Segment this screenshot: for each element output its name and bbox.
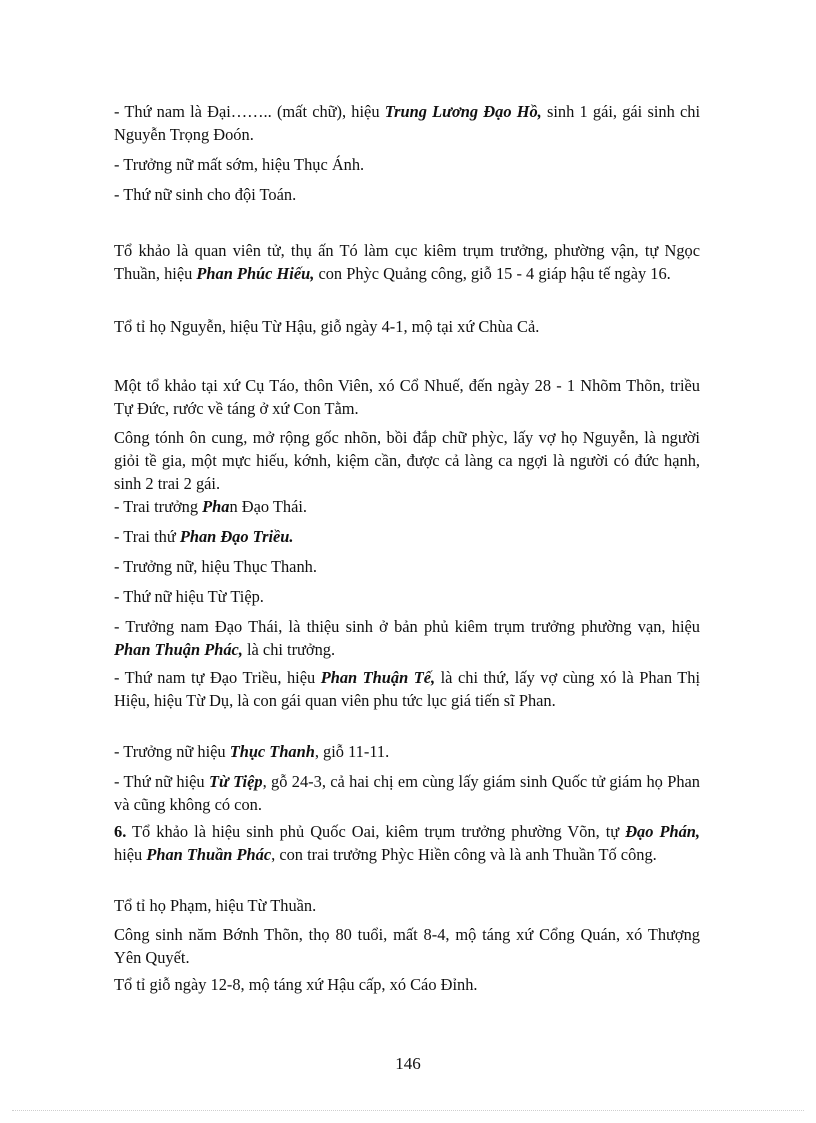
text-run: Công tónh ôn cung, mở rộng gốc nhõn, bồi đắp chữ phỳc, lấy vợ họ Nguyễn, là người giỏi tề gia, một mực hiếu, kớnh, kiệm cần, được cả làng ca ngợi là người có đức hạnh, sinh 2 trai 2 gái. <box>114 428 700 493</box>
emphasized-name: Phan Phúc Hiếu, <box>196 264 315 283</box>
paragraph-2 <box>114 153 364 176</box>
text-run: - Thứ nữ hiệu <box>114 772 209 791</box>
paragraph-9 <box>114 525 294 548</box>
text-run: - Thứ nam là Đại…….. (mất chữ), hiệu <box>114 102 385 121</box>
text-run: - Thứ nam tự Đạo Triều, hiệu <box>114 668 321 687</box>
text-run: - Trai thứ <box>114 527 180 546</box>
text-run: - Thứ nữ hiệu Từ Tiệp. <box>114 587 264 606</box>
paragraph-10 <box>114 555 317 578</box>
text-run: - Trưởng nữ hiệu <box>114 742 230 761</box>
emphasized-name: Phan Thuần Phác <box>146 845 272 864</box>
text-run: Tổ khảo là hiệu sinh phủ Quốc Oai, kiêm trụm trưởng phường Võn, tự <box>126 822 626 841</box>
text-run: Một tổ khảo tại xứ Cụ Táo, thôn Viên, xó Cổ Nhuế, đến ngày 28 - 1 Nhõm Thõn, triều Tự Đức, rước về táng ở xứ Con Tằm. <box>114 376 700 418</box>
paragraph-11 <box>114 585 264 608</box>
paragraph-4 <box>114 239 700 285</box>
paragraph-6 <box>114 374 700 420</box>
text-run: n Đạo Thái. <box>229 497 308 516</box>
paragraph-3 <box>114 183 296 206</box>
text-run: Tổ tỉ giỗ ngày 12-8, mộ táng xứ Hậu cấp, xó Cáo Đỉnh. <box>114 975 478 994</box>
paragraph-12 <box>114 615 700 661</box>
text-run: sinh 1 gái, gái sinh chi Nguyễn Trọng Đoón. <box>114 102 700 144</box>
paragraph-19 <box>114 973 478 996</box>
paragraph-8 <box>114 495 307 518</box>
page-number: 146 <box>395 1054 421 1073</box>
emphasized-name: Phan Thuận Phác, <box>114 640 243 659</box>
text-run: con Phỳc Quảng công, giỗ 15 - 4 giáp hậu tế ngày 16. <box>314 264 671 283</box>
paragraph-14 <box>114 740 389 763</box>
text-run: Tổ tỉ họ Nguyễn, hiệu Từ Hậu, giỗ ngày 4-1, mộ tại xứ Chùa Cả. <box>114 317 540 336</box>
paragraph-15 <box>114 770 700 816</box>
text-run: - Trai trưởng <box>114 497 203 516</box>
text-run: là chi thứ, lấy vợ cùng xó là Phan Thị Hiệu, hiệu Từ Dụ, là con gái quan viên phu tức lục giá tiến sĩ Phan. <box>114 668 701 710</box>
paragraph-7 <box>114 426 700 495</box>
text-run: - Trưởng nam Đạo Thái, là thiệu sinh ở bản phủ kiêm trụm trưởng phường vạn, hiệu <box>114 617 700 636</box>
text-run: Tổ khảo là quan viên tử, thụ ấn Tó làm cục kiêm trụm trưởng, phường vận, tự Ngọc Thuần, hiệu <box>114 241 700 283</box>
emphasized-name: Trung Lương Đạo Hồ, <box>384 102 542 121</box>
paragraph-13 <box>114 666 700 712</box>
paragraph-5 <box>114 315 539 338</box>
footer-divider <box>12 1110 804 1111</box>
paragraph-16 <box>114 820 700 866</box>
emphasized-name: Phan Thuận Tế, <box>320 668 436 687</box>
text-run: hiệu <box>114 845 147 864</box>
text-run: , con trai trưởng Phỳc Hiền công và là anh Thuần Tố công. <box>271 845 657 864</box>
paragraph-18 <box>114 923 700 969</box>
paragraph-1 <box>114 100 700 146</box>
text-run: - Thứ nữ sinh cho đội Toán. <box>114 185 297 204</box>
text-run: , giỗ 11-11. <box>314 742 390 761</box>
text-run: - Trưởng nữ, hiệu Thục Thanh. <box>114 557 317 576</box>
emphasized-name: Thục Thanh <box>229 742 315 761</box>
emphasized-name: Phan Đạo Triều. <box>179 527 294 546</box>
paragraph-17 <box>114 894 316 917</box>
text-run: là chi trưởng. <box>242 640 336 659</box>
text-run: , gỗ 24-3, cả hai chị em cùng lấy giám sinh Quốc tử giám họ Phan và cũng không có con. <box>114 772 700 814</box>
emphasized-name: Đạo Phán, <box>625 822 700 841</box>
text-run: Tổ tỉ họ Phạm, hiệu Từ Thuần. <box>114 896 317 915</box>
emphasized-name: Pha <box>202 497 230 516</box>
text-run: Công sinh năm Bớnh Thõn, thọ 80 tuổi, mất 8-4, mộ táng xứ Cổng Quán, xó Thượng Yên Quyết. <box>114 925 700 967</box>
emphasized-name: Từ Tiệp <box>208 772 263 791</box>
text-run: - Trưởng nữ mất sớm, hiệu Thục Ánh. <box>114 155 365 174</box>
emphasized-name: 6. <box>114 822 127 841</box>
